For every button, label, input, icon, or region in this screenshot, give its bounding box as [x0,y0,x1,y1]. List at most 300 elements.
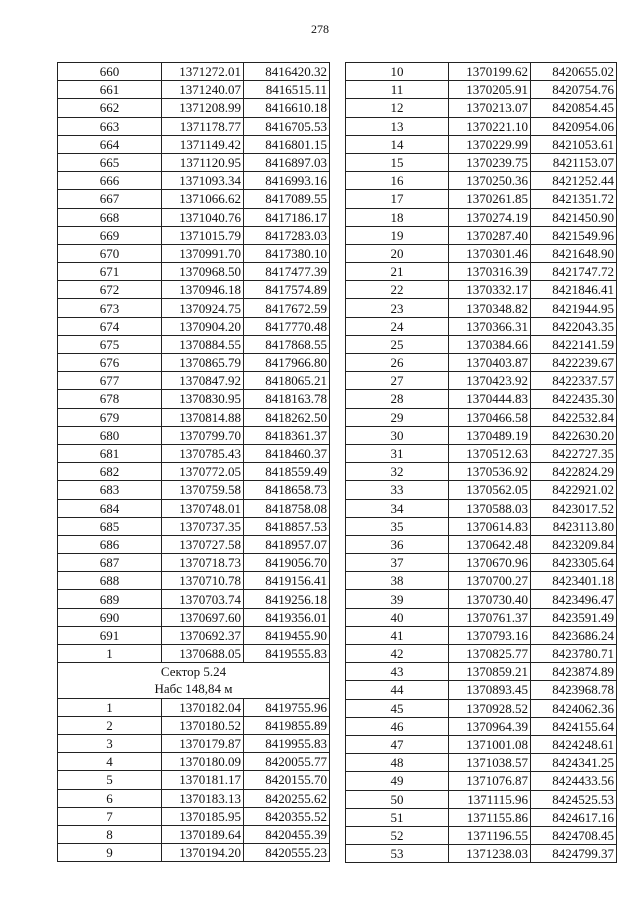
y-coordinate-cell: 8418361.37 [244,426,330,444]
table-row [346,426,617,444]
x-coordinate-cell: 1370737.35 [162,517,244,535]
table-row [346,135,617,153]
x-coordinate-cell: 1370688.05 [162,645,244,663]
y-coordinate-cell: 8416705.53 [244,117,330,135]
point-number-cell: 49 [346,772,449,790]
y-coordinate-cell: 8422921.02 [531,481,617,499]
y-coordinate-cell: 8421944.95 [531,299,617,317]
point-number-cell: 8 [58,825,162,843]
table-row [58,535,330,553]
x-coordinate-cell: 1370182.04 [162,698,244,716]
x-coordinate-cell: 1371015.79 [162,226,244,244]
table-row [58,190,330,208]
y-coordinate-cell: 8418559.49 [244,463,330,481]
y-coordinate-cell: 8419855.89 [244,716,330,734]
y-coordinate-cell: 8417186.17 [244,208,330,226]
y-coordinate-cell: 8421351.72 [531,190,617,208]
x-coordinate-cell: 1370466.58 [449,408,531,426]
y-coordinate-cell: 8420055.77 [244,753,330,771]
table-row [346,717,617,735]
right-coordinates-table [345,62,617,863]
point-number-cell: 665 [58,153,162,171]
x-coordinate-cell: 1370562.05 [449,481,531,499]
table-row [58,426,330,444]
point-number-cell: 669 [58,226,162,244]
y-coordinate-cell: 8417380.10 [244,244,330,262]
y-coordinate-cell: 8422239.67 [531,354,617,372]
point-number-cell: 29 [346,408,449,426]
point-number-cell: 678 [58,390,162,408]
y-coordinate-cell: 8422435.30 [531,390,617,408]
table-row [58,263,330,281]
table-row [58,608,330,626]
point-number-cell: 23 [346,299,449,317]
point-number-cell: 675 [58,335,162,353]
y-coordinate-cell: 8422043.35 [531,317,617,335]
point-number-cell: 689 [58,590,162,608]
y-coordinate-cell: 8423305.64 [531,554,617,572]
x-coordinate-cell: 1370189.64 [162,825,244,843]
point-number-cell: 40 [346,608,449,626]
left-coordinates-table [57,62,330,862]
table-row [58,517,330,535]
y-coordinate-cell: 8419056.70 [244,554,330,572]
table-row [346,408,617,426]
y-coordinate-cell: 8422727.35 [531,444,617,462]
point-number-cell: 42 [346,645,449,663]
point-number-cell: 51 [346,808,449,826]
y-coordinate-cell: 8420754.76 [531,81,617,99]
table-row [58,463,330,481]
point-number-cell: 684 [58,499,162,517]
table-row [58,789,330,807]
y-coordinate-cell: 8422824.29 [531,463,617,481]
x-coordinate-cell: 1371240.07 [162,81,244,99]
table-row [346,190,617,208]
x-coordinate-cell: 1371178.77 [162,117,244,135]
y-coordinate-cell: 8418262.50 [244,408,330,426]
x-coordinate-cell: 1370183.13 [162,789,244,807]
x-coordinate-cell: 1370489.19 [449,426,531,444]
table-row [346,517,617,535]
point-number-cell: 681 [58,444,162,462]
table-row [346,681,617,699]
y-coordinate-cell: 8424799.37 [531,845,617,863]
x-coordinate-cell: 1370423.92 [449,372,531,390]
x-coordinate-cell: 1370727.58 [162,535,244,553]
table-row [58,117,330,135]
x-coordinate-cell: 1371040.76 [162,208,244,226]
y-coordinate-cell: 8417089.55 [244,190,330,208]
x-coordinate-cell: 1370181.17 [162,771,244,789]
x-coordinate-cell: 1370904.20 [162,317,244,335]
point-number-cell: 48 [346,754,449,772]
x-coordinate-cell: 1370444.83 [449,390,531,408]
table-row [346,244,617,262]
y-coordinate-cell: 8416610.18 [244,99,330,117]
table-row [58,299,330,317]
y-coordinate-cell: 8420155.70 [244,771,330,789]
x-coordinate-cell: 1370964.39 [449,717,531,735]
x-coordinate-cell: 1370859.21 [449,663,531,681]
point-number-cell: 674 [58,317,162,335]
point-number-cell: 24 [346,317,449,335]
x-coordinate-cell: 1370180.52 [162,716,244,734]
table-row [346,481,617,499]
y-coordinate-cell: 8420355.52 [244,807,330,825]
y-coordinate-cell: 8416515.11 [244,81,330,99]
table-row [58,153,330,171]
x-coordinate-cell: 1370759.58 [162,481,244,499]
table-row [346,808,617,826]
x-coordinate-cell: 1371155.86 [449,808,531,826]
x-coordinate-cell: 1370772.05 [162,463,244,481]
point-number-cell: 32 [346,463,449,481]
y-coordinate-cell: 8418065.21 [244,372,330,390]
y-coordinate-cell: 8424433.56 [531,772,617,790]
x-coordinate-cell: 1371093.34 [162,172,244,190]
y-coordinate-cell: 8420655.02 [531,63,617,81]
table-row [58,390,330,408]
table-row [346,63,617,81]
x-coordinate-cell: 1370250.36 [449,172,531,190]
y-coordinate-cell: 8423017.52 [531,499,617,517]
table-row [346,317,617,335]
table-row [58,734,330,752]
x-coordinate-cell: 1370332.17 [449,281,531,299]
y-coordinate-cell: 8422630.20 [531,426,617,444]
y-coordinate-cell: 8417868.55 [244,335,330,353]
table-row [58,408,330,426]
y-coordinate-cell: 8417477.39 [244,263,330,281]
table-row [58,226,330,244]
y-coordinate-cell: 8416897.03 [244,153,330,171]
y-coordinate-cell: 8416420.32 [244,63,330,81]
table-row [346,699,617,717]
y-coordinate-cell: 8417574.89 [244,281,330,299]
point-number-cell: 9 [58,844,162,862]
y-coordinate-cell: 8420255.62 [244,789,330,807]
point-number-cell: 21 [346,263,449,281]
y-coordinate-cell: 8418460.37 [244,444,330,462]
y-coordinate-cell: 8419455.90 [244,626,330,644]
table-row [58,81,330,99]
x-coordinate-cell: 1370710.78 [162,572,244,590]
sector-subheader-row [58,680,330,698]
point-number-cell: 686 [58,535,162,553]
table-row [58,481,330,499]
table-row [346,590,617,608]
point-number-cell: 670 [58,244,162,262]
y-coordinate-cell: 8423686.24 [531,626,617,644]
point-number-cell: 31 [346,444,449,462]
x-coordinate-cell: 1370366.31 [449,317,531,335]
point-number-cell: 11 [346,81,449,99]
table-row [346,444,617,462]
point-number-cell: 677 [58,372,162,390]
table-row [58,698,330,716]
point-number-cell: 668 [58,208,162,226]
y-coordinate-cell: 8417283.03 [244,226,330,244]
point-number-cell: 691 [58,626,162,644]
table-row [346,554,617,572]
y-coordinate-cell: 8424341.25 [531,754,617,772]
x-coordinate-cell: 1370991.70 [162,244,244,262]
x-coordinate-cell: 1371120.95 [162,153,244,171]
y-coordinate-cell: 8417966.80 [244,354,330,372]
point-number-cell: 4 [58,753,162,771]
table-row [346,299,617,317]
x-coordinate-cell: 1370179.87 [162,734,244,752]
point-number-cell: 685 [58,517,162,535]
x-coordinate-cell: 1370274.19 [449,208,531,226]
x-coordinate-cell: 1370229.99 [449,135,531,153]
y-coordinate-cell: 8420455.39 [244,825,330,843]
x-coordinate-cell: 1370928.52 [449,699,531,717]
table-row [58,244,330,262]
x-coordinate-cell: 1370785.43 [162,444,244,462]
point-number-cell: 672 [58,281,162,299]
table-row [58,208,330,226]
point-number-cell: 682 [58,463,162,481]
sector-title: Сектор 5.24 [58,663,330,681]
y-coordinate-cell: 8418658.73 [244,481,330,499]
table-row [346,153,617,171]
x-coordinate-cell: 1370703.74 [162,590,244,608]
y-coordinate-cell: 8423401.18 [531,572,617,590]
point-number-cell: 667 [58,190,162,208]
y-coordinate-cell: 8418163.78 [244,390,330,408]
y-coordinate-cell: 8424155.64 [531,717,617,735]
point-number-cell: 43 [346,663,449,681]
x-coordinate-cell: 1370614.83 [449,517,531,535]
point-number-cell: 671 [58,263,162,281]
table-row [58,825,330,843]
table-row [58,335,330,353]
x-coordinate-cell: 1370946.18 [162,281,244,299]
point-number-cell: 17 [346,190,449,208]
x-coordinate-cell: 1370194.20 [162,844,244,862]
y-coordinate-cell: 8417672.59 [244,299,330,317]
y-coordinate-cell: 8416993.16 [244,172,330,190]
point-number-cell: 683 [58,481,162,499]
y-coordinate-cell: 8421648.90 [531,244,617,262]
x-coordinate-cell: 1370348.82 [449,299,531,317]
x-coordinate-cell: 1370830.95 [162,390,244,408]
point-number-cell: 36 [346,535,449,553]
x-coordinate-cell: 1370968.50 [162,263,244,281]
point-number-cell: 18 [346,208,449,226]
table-row [58,135,330,153]
x-coordinate-cell: 1370180.09 [162,753,244,771]
table-row [346,81,617,99]
table-row [58,372,330,390]
table-row [58,807,330,825]
x-coordinate-cell: 1370301.46 [449,244,531,262]
y-coordinate-cell: 8417770.48 [244,317,330,335]
x-coordinate-cell: 1370261.85 [449,190,531,208]
point-number-cell: 1 [58,645,162,663]
x-coordinate-cell: 1370512.63 [449,444,531,462]
table-row [346,372,617,390]
point-number-cell: 39 [346,590,449,608]
x-coordinate-cell: 1370697.60 [162,608,244,626]
x-coordinate-cell: 1370793.16 [449,626,531,644]
y-coordinate-cell: 8424617.16 [531,808,617,826]
point-number-cell: 7 [58,807,162,825]
table-row [346,645,617,663]
y-coordinate-cell: 8423780.71 [531,645,617,663]
y-coordinate-cell: 8418857.53 [244,517,330,535]
point-number-cell: 22 [346,281,449,299]
y-coordinate-cell: 8420954.06 [531,117,617,135]
x-coordinate-cell: 1371038.57 [449,754,531,772]
x-coordinate-cell: 1370924.75 [162,299,244,317]
table-row [346,754,617,772]
point-number-cell: 663 [58,117,162,135]
table-row [346,281,617,299]
point-number-cell: 680 [58,426,162,444]
point-number-cell: 688 [58,572,162,590]
point-number-cell: 2 [58,716,162,734]
point-number-cell: 53 [346,845,449,863]
table-row [58,354,330,372]
x-coordinate-cell: 1371001.08 [449,735,531,753]
point-number-cell: 12 [346,99,449,117]
x-coordinate-cell: 1370893.45 [449,681,531,699]
point-number-cell: 679 [58,408,162,426]
table-row [58,444,330,462]
x-coordinate-cell: 1370642.48 [449,535,531,553]
sector-subtitle: Набс 148,84 м [58,680,330,698]
point-number-cell: 38 [346,572,449,590]
point-number-cell: 664 [58,135,162,153]
x-coordinate-cell: 1370213.07 [449,99,531,117]
x-coordinate-cell: 1370825.77 [449,645,531,663]
y-coordinate-cell: 8424248.61 [531,735,617,753]
point-number-cell: 673 [58,299,162,317]
table-row [58,499,330,517]
y-coordinate-cell: 8423591.49 [531,608,617,626]
point-number-cell: 5 [58,771,162,789]
x-coordinate-cell: 1370748.01 [162,499,244,517]
point-number-cell: 26 [346,354,449,372]
y-coordinate-cell: 8421153.07 [531,153,617,171]
table-row [58,590,330,608]
y-coordinate-cell: 8423209.84 [531,535,617,553]
table-row [58,281,330,299]
y-coordinate-cell: 8419256.18 [244,590,330,608]
point-number-cell: 34 [346,499,449,517]
y-coordinate-cell: 8418957.07 [244,535,330,553]
table-row [346,390,617,408]
y-coordinate-cell: 8421549.96 [531,226,617,244]
table-row [346,826,617,844]
x-coordinate-cell: 1371066.62 [162,190,244,208]
table-row [58,716,330,734]
table-row [346,499,617,517]
x-coordinate-cell: 1370185.95 [162,807,244,825]
y-coordinate-cell: 8420854.45 [531,99,617,117]
point-number-cell: 45 [346,699,449,717]
table-row [58,771,330,789]
table-row [58,172,330,190]
table-row [346,845,617,863]
table-row [346,626,617,644]
x-coordinate-cell: 1370700.27 [449,572,531,590]
x-coordinate-cell: 1370384.66 [449,335,531,353]
x-coordinate-cell: 1370536.92 [449,463,531,481]
point-number-cell: 16 [346,172,449,190]
table-row [346,208,617,226]
point-number-cell: 662 [58,99,162,117]
x-coordinate-cell: 1370865.79 [162,354,244,372]
y-coordinate-cell: 8418758.08 [244,499,330,517]
y-coordinate-cell: 8421053.61 [531,135,617,153]
y-coordinate-cell: 8421450.90 [531,208,617,226]
y-coordinate-cell: 8419356.01 [244,608,330,626]
point-number-cell: 46 [346,717,449,735]
x-coordinate-cell: 1371238.03 [449,845,531,863]
table-row [58,572,330,590]
x-coordinate-cell: 1370221.10 [449,117,531,135]
x-coordinate-cell: 1371196.55 [449,826,531,844]
x-coordinate-cell: 1370847.92 [162,372,244,390]
point-number-cell: 27 [346,372,449,390]
y-coordinate-cell: 8422141.59 [531,335,617,353]
table-row [346,263,617,281]
x-coordinate-cell: 1370670.96 [449,554,531,572]
table-row [346,99,617,117]
y-coordinate-cell: 8419156.41 [244,572,330,590]
point-number-cell: 35 [346,517,449,535]
table-row [58,626,330,644]
x-coordinate-cell: 1370799.70 [162,426,244,444]
table-row [346,735,617,753]
x-coordinate-cell: 1371208.99 [162,99,244,117]
point-number-cell: 10 [346,63,449,81]
y-coordinate-cell: 8423113.80 [531,517,617,535]
y-coordinate-cell: 8424062.36 [531,699,617,717]
point-number-cell: 1 [58,698,162,716]
y-coordinate-cell: 8419955.83 [244,734,330,752]
table-row [58,844,330,862]
table-row [346,572,617,590]
y-coordinate-cell: 8421252.44 [531,172,617,190]
x-coordinate-cell: 1370199.62 [449,63,531,81]
y-coordinate-cell: 8419555.83 [244,645,330,663]
point-number-cell: 676 [58,354,162,372]
page-number: 278 [311,22,329,36]
point-number-cell: 25 [346,335,449,353]
y-coordinate-cell: 8422532.84 [531,408,617,426]
point-number-cell: 44 [346,681,449,699]
y-coordinate-cell: 8423968.78 [531,681,617,699]
point-number-cell: 47 [346,735,449,753]
x-coordinate-cell: 1370692.37 [162,626,244,644]
table-row [58,99,330,117]
point-number-cell: 687 [58,554,162,572]
table-row [58,554,330,572]
table-row [346,663,617,681]
table-row [346,772,617,790]
y-coordinate-cell: 8420555.23 [244,844,330,862]
table-row [58,317,330,335]
point-number-cell: 15 [346,153,449,171]
x-coordinate-cell: 1370403.87 [449,354,531,372]
point-number-cell: 660 [58,63,162,81]
x-coordinate-cell: 1370287.40 [449,226,531,244]
